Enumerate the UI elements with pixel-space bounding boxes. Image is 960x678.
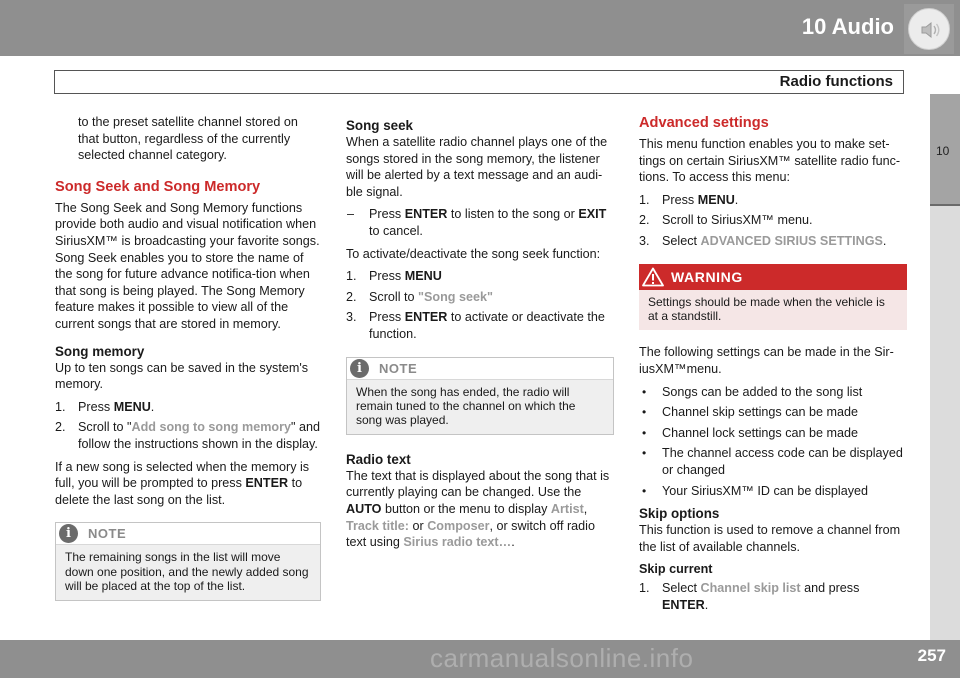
skip-current-heading: Skip current [639,562,713,577]
chapter-tab-label: 10 [936,144,950,158]
menu-text: Add song to song memory [131,420,291,435]
list-item: • Channel skip settings can be made [642,405,859,420]
list-item: 2. Scroll to "Add song to song memory" and follow the instructions shown in the display. [55,420,320,451]
list-item: • Channel lock settings can be made [642,425,859,440]
song-memory-paragraph: Up to ten songs can be saved in the system's memory. [55,360,309,392]
list-item: 1. Press MENU. [55,399,155,414]
section-title: Radio functions [779,73,893,90]
skip-options-paragraph: This function is used to remove a channel from the list of available channels. [639,523,901,554]
info-icon: i [59,524,78,543]
song-memory-steps [55,399,321,453]
advanced-settings-heading: Advanced settings [639,115,769,131]
speaker-icon [908,8,950,50]
note-title: NOTE [379,360,418,376]
list-item: 2. Scroll to SiriusXM™ menu. [639,213,813,228]
list-item: 1. Press MENU. [639,192,739,207]
song-seek-heading: Song seek [346,118,413,133]
warning-text: Settings should be made when the vehicle is at a standstill. [639,290,907,331]
list-item: 1. Press MENU [346,269,442,284]
list-item: 1. Select Channel skip list and press ENTER. [639,580,860,612]
radio-text-paragraph: The text that is displayed about the song that is currently playing can be changed. Use the AUTO button or the menu to display Artist, Track title: or Composer, or switch off radio text using Sirius radio text…. [346,468,610,550]
list-item: 3. Press ENTER to activate or deactivate the function. [346,310,605,341]
chapter-title: 10 Audio [801,14,894,39]
list-item: • Songs can be added to the song list [642,384,863,399]
warning-triangle-icon [642,267,664,287]
list-item: 3. Select ADVANCED SIRIUS SETTINGS. [639,233,887,248]
toggle-intro: To activate/deactivate the song seek function: [346,246,601,261]
page-number: 257 [917,646,946,665]
warning-box [639,264,907,331]
song-memory-heading: Song memory [55,343,145,359]
column-right [639,114,907,619]
radio-text-heading: Radio text [346,451,411,467]
warning-title: WARNING [671,268,743,285]
note-box [55,522,321,600]
song-seek-steps [346,268,614,342]
note-box [346,357,614,435]
settings-list [639,384,907,500]
note-text: The remaining songs in the list will move down one position, and the newly added song will be placed at the top of the list. [56,545,320,599]
list-item: 2. Scroll to "Song seek" [346,289,493,304]
note-title: NOTE [88,526,127,542]
settings-list-intro: The following settings can be made in the Sir-iusXM™menu. [639,345,894,376]
song-seek-memory-heading: Song Seek and Song Memory [55,178,261,195]
note-text: When the song has ended, the radio will remain tuned to the channel on which the song was played. [347,380,613,434]
skip-steps [639,580,907,613]
intro-paragraph: to the preset satellite channel stored on that button, regardless of the currently selected channel category. [78,115,298,163]
dash-instruction: – Press ENTER to listen to the song or EXIT to cancel. [347,207,607,238]
advanced-settings-steps [639,192,907,250]
column-middle [346,114,614,557]
column-left [55,114,321,611]
list-item: • Your SiriusXM™ ID can be displayed [642,483,869,498]
memory-full-paragraph: If a new song is selected when the memory is full, you will be prompted to press ENTER to delete the last song on the list. [55,459,310,507]
watermark: carmanualsonline.info [430,643,694,673]
section-bar [54,70,904,94]
skip-options-heading: Skip options [639,506,720,522]
list-item: • The channel access code can be displayed or changed [642,446,903,477]
menu-text: "Song seek" [418,289,493,304]
info-icon: i [350,359,369,378]
menu-text: Channel skip list [700,580,801,595]
song-seek-paragraph: When a satellite radio channel plays one of the songs stored in the song memory, the listener will be alerted by a text message and an audi-ble signal. [346,135,608,199]
song-seek-memory-paragraph: The Song Seek and Song Memory functions provide both audio and visual notification when SiriusXM™ is broadcasting your favorite songs. Song Seek enables you to store the name of the song for future advance notifica-tion when that song is being played. The Song Memory feature makes it possible to view all of the current songs that are stored in memory. [55,200,320,331]
chapter-icon-box [904,4,954,54]
advanced-settings-paragraph: This menu function enables you to make set-tings on certain SiriusXM™ satellite radio func-tions. To access this menu: [639,137,901,185]
menu-text: ADVANCED SIRIUS SETTINGS [700,233,883,248]
